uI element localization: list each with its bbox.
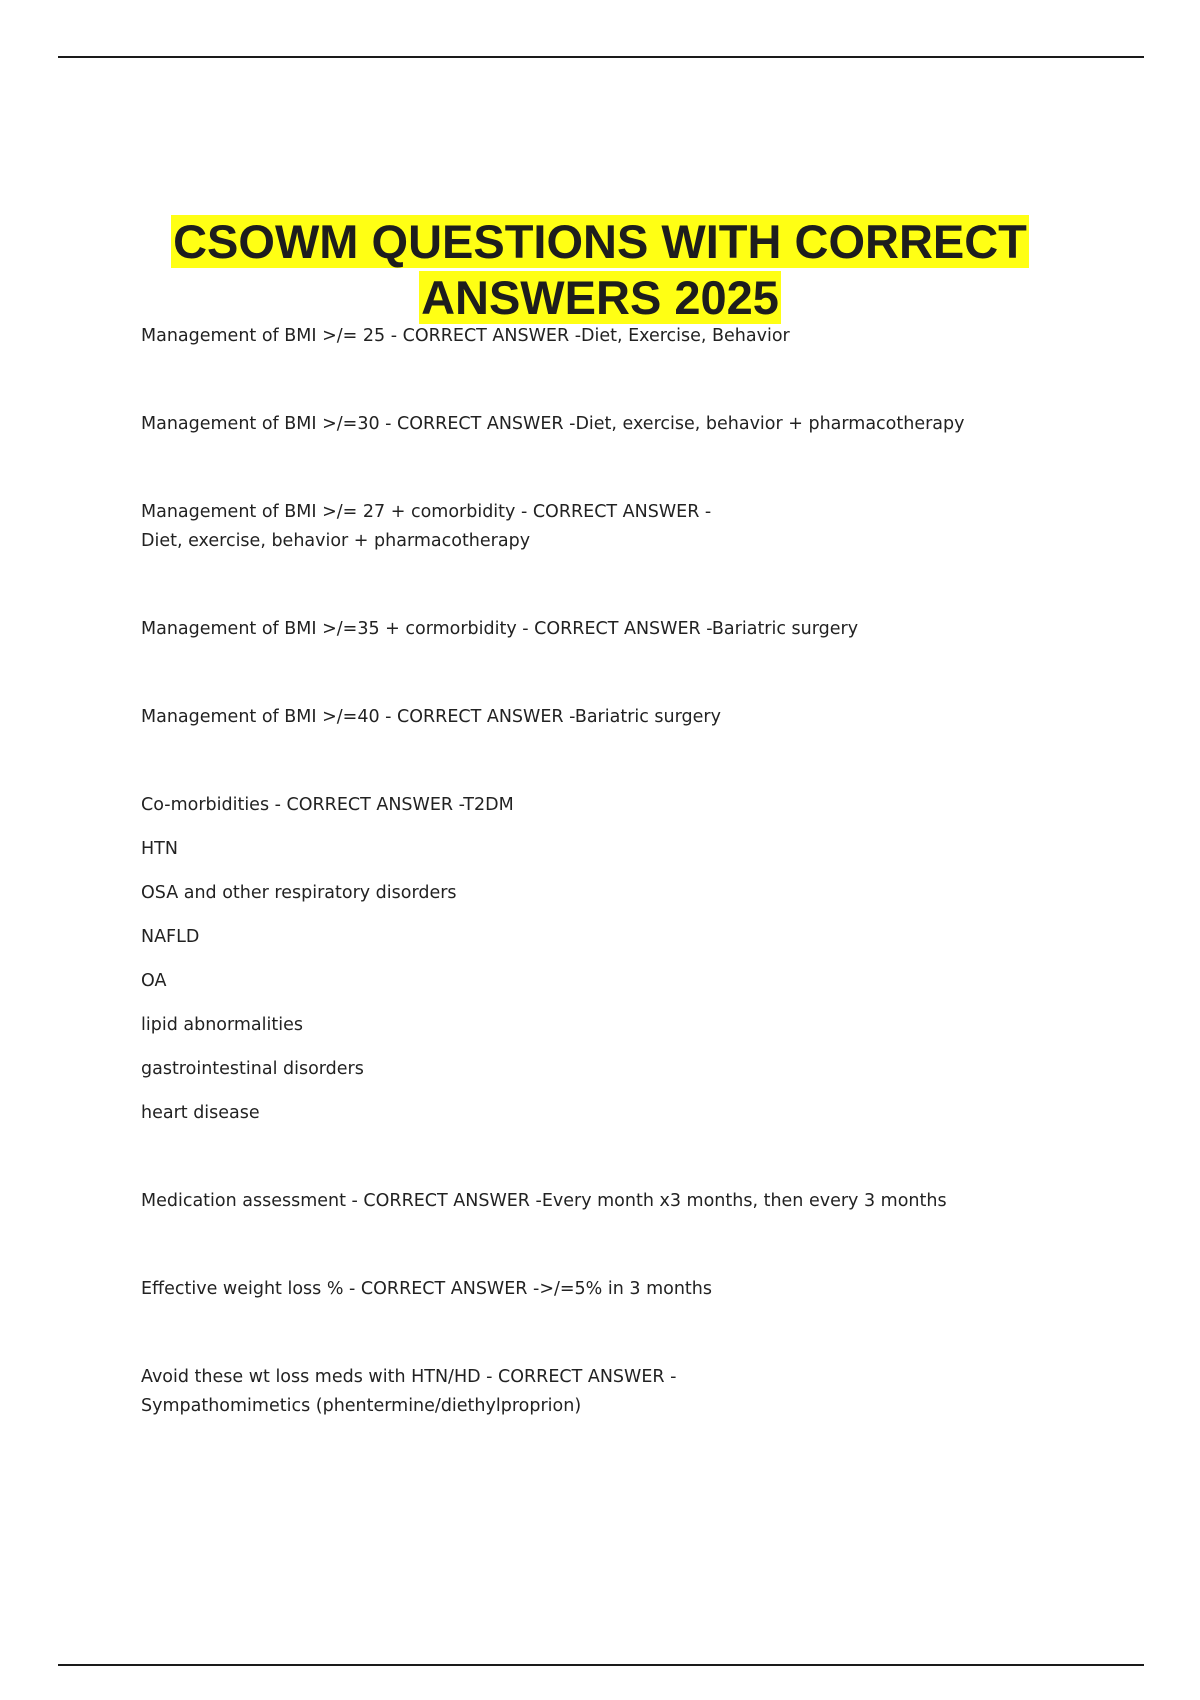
qa-item: Avoid these wt loss meds with HTN/HD - CORRECT ANSWER - Sympathomimetics (phentermine/diethylproprion) [141,1367,677,1416]
bottom-divider [58,1664,1144,1666]
title-line-2: ANSWERS 2025 [421,271,779,324]
list-item: gastrointestinal disorders [141,1059,364,1079]
qa-item: Co-morbidities - CORRECT ANSWER -T2DM [141,795,514,815]
top-divider [58,56,1144,58]
document-title [0,214,1200,326]
list-item: OA [141,971,167,991]
qa-item: Management of BMI >/= 25 - CORRECT ANSWER -Diet, Exercise, Behavior [141,326,790,346]
qa-item: Management of BMI >/= 27 + comorbidity - CORRECT ANSWER - Diet, exercise, behavior + pharmacotherapy [141,502,712,551]
title-line-1: CSOWM QUESTIONS WITH CORRECT [173,215,1027,268]
list-item: NAFLD [141,927,200,947]
qa-item: Management of BMI >/=35 + cormorbidity - CORRECT ANSWER -Bariatric surgery [141,619,859,639]
comorbidities-list [141,835,1101,1128]
qa-content [141,322,1101,1421]
qa-item: Medication assessment - CORRECT ANSWER -Every month x3 months, then every 3 months [141,1191,947,1211]
qa-item: Management of BMI >/=30 - CORRECT ANSWER -Diet, exercise, behavior + pharmacotherapy [141,414,965,434]
qa-item: Effective weight loss % - CORRECT ANSWER ->/=5% in 3 months [141,1279,712,1299]
list-item: HTN [141,839,178,859]
list-item: lipid abnormalities [141,1015,303,1035]
qa-item: Management of BMI >/=40 - CORRECT ANSWER -Bariatric surgery [141,707,721,727]
list-item: heart disease [141,1103,260,1123]
list-item: OSA and other respiratory disorders [141,883,457,903]
